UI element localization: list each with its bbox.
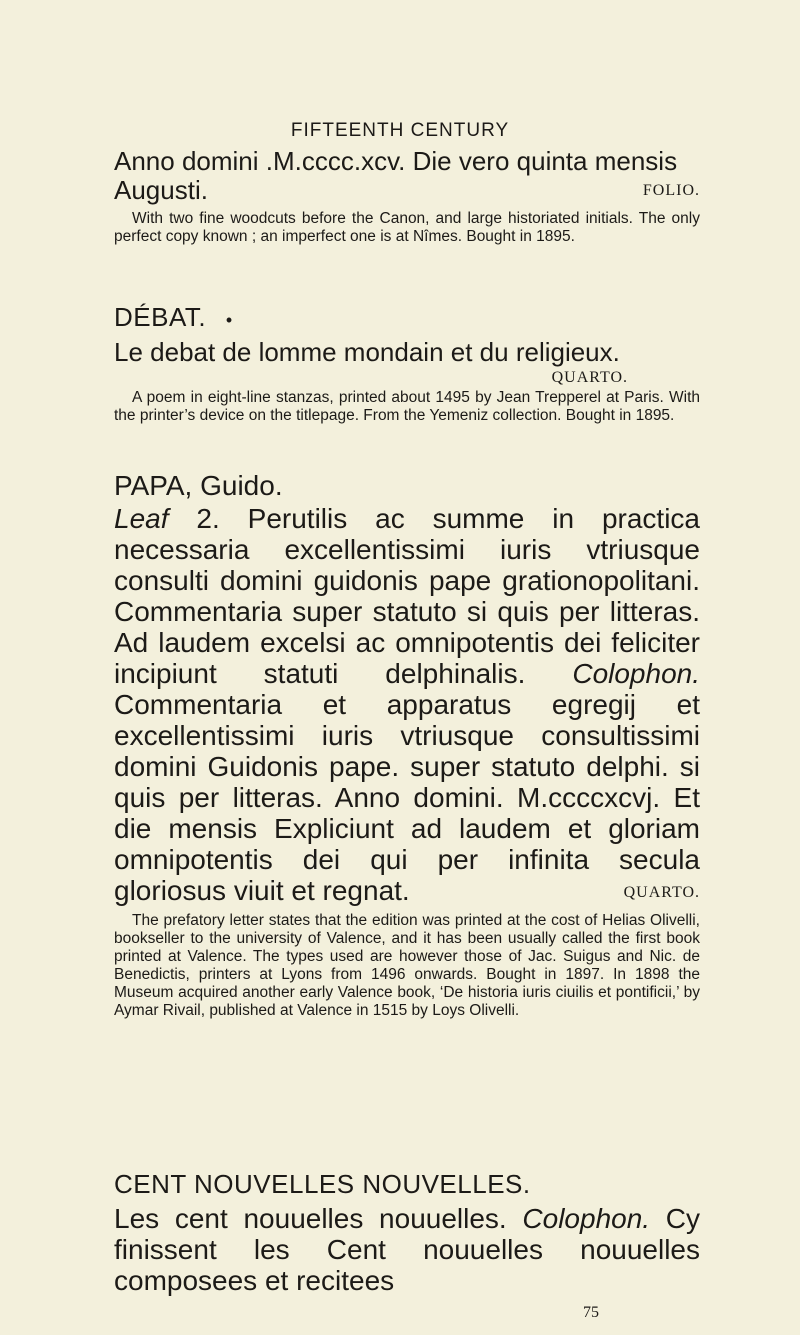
bullet-mark: •: [225, 310, 233, 330]
entry-note: A poem in eight-line stanzas, printed about 1495 by Jean Trepperel at Paris. With the printer’s device on the titlepage. From the Yemeniz collection. Bought in 1895.: [114, 389, 700, 424]
entry-body-text-2: Commentaria et apparatus egregij et excellentissimi iuris vtriusque consultissimi domini Guidonis pape. super statuto delphi. si quis per litteras. Anno domini. M.ccccxcvj. Et die mensis Expliciunt ad laudem et gloriam omnipotentis dei qui per infinita secula gloriosus viuit et regnat.: [114, 689, 700, 906]
page-number: 75: [583, 1304, 599, 1321]
entry-body-text-1: 2. Perutilis ac summe in practica necessaria excellentissimi iuris vtriusque consulti domini guidonis pape grationopolitani. Commentaria super statuto si quis per litteras. Ad laudem excelsi ac omnipotentis dei feliciter incipiunt statuti delphinalis.: [114, 503, 700, 689]
entry-body: [114, 1203, 700, 1296]
format-label: QUARTO.: [551, 369, 628, 386]
entry-body-text-2: Cy finissent les Cent nouuelles nouuelles composees et recitees: [114, 1203, 701, 1296]
entry-title-line2: Augusti.: [114, 175, 208, 205]
leaf-label: Leaf: [114, 503, 169, 534]
entry-note: With two fine woodcuts before the Canon, and large historiated initials. The only perfect copy known ; an imperfect one is at Nîmes. Bought in 1895.: [114, 210, 700, 245]
entry-title: Le debat de lomme mondain et du religieux.: [114, 337, 620, 367]
entry-heading-text: DÉBAT.: [114, 302, 207, 332]
entry-heading: CENT NOUVELLES NOUVELLES.: [114, 1169, 531, 1199]
entry-title: [114, 147, 700, 205]
entry-body: [114, 503, 700, 906]
running-head: FIFTEENTH CENTURY: [290, 120, 510, 141]
entry-heading: PAPA, Guido.: [114, 470, 283, 501]
entry-title-line1: Anno domini .M.cccc.xcv. Die vero quinta mensis: [114, 146, 678, 176]
entry-debat: [114, 303, 700, 425]
entry-anno-domini: [114, 147, 700, 246]
entry-papa-guido: [114, 470, 700, 1020]
entry-cent-nouvelles: [114, 1170, 700, 1296]
entry-body-text-1: Les cent nouuelles nouuelles.: [114, 1203, 523, 1234]
format-label: FOLIO.: [642, 182, 700, 199]
entry-heading: [114, 303, 700, 335]
format-label: QUARTO.: [623, 884, 700, 901]
colophon-label: Colophon.: [572, 658, 700, 689]
colophon-label: Colophon.: [522, 1203, 651, 1234]
entry-note: The prefatory letter states that the edition was printed at the cost of Helias Olivelli, bookseller to the university of Valence, and it has been usually called the first book printed at Valence. The types used are however those of Jac. Suigus and Nic. de Benedictis, printers at Lyons from 1496 onwards. Bought in 1897. In 1898 the Museum acquired another early Valence book, ‘De historia iuris ciuilis et pontificii,’ by Aymar Rivail, published at Valence in 1515 by Loys Olivelli.: [114, 912, 700, 1019]
